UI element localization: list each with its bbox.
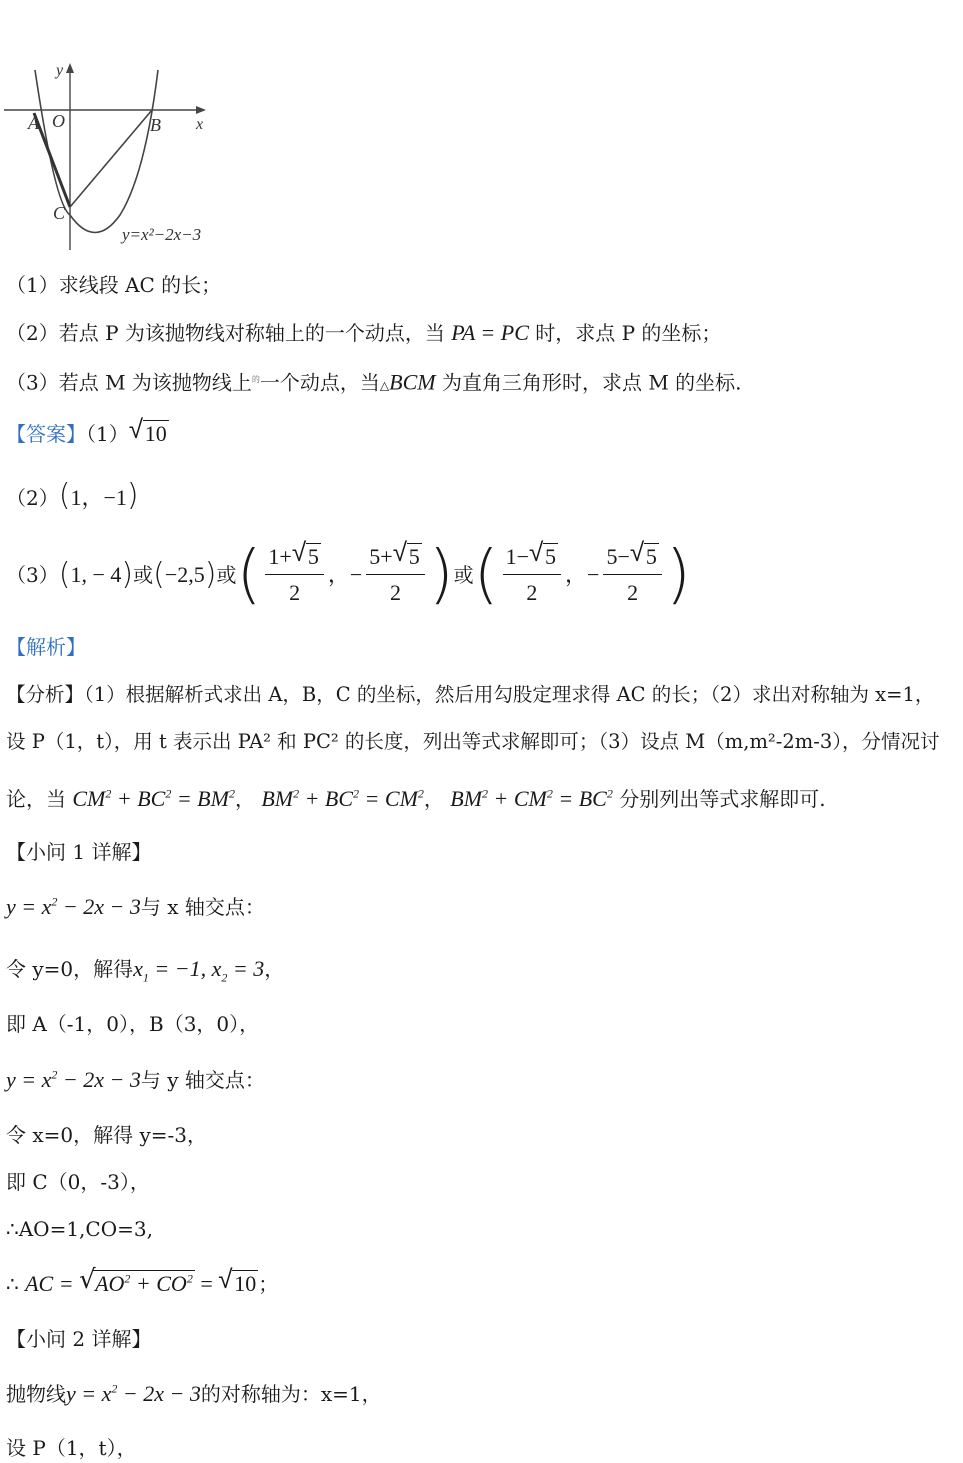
y-axis-arrow-icon [66, 63, 74, 73]
ac-result: √ 10 [218, 1270, 258, 1298]
question-2-pre: （2）若点 P 为该抛物线对称轴上的一个动点，当 [6, 321, 452, 345]
sub1-line-4-post: 与 y 轴交点： [140, 1068, 265, 1092]
comma-icon: ，− [565, 562, 600, 587]
paren-open-icon: ( [153, 557, 165, 592]
parabola-expression: $y = x^2 - 2x - 3$ [6, 894, 141, 919]
paren-close-icon: ) [665, 538, 691, 612]
question-3-post: 为直角三角形时，求点 M 的坐标. [435, 370, 742, 395]
answer-3-frac-4: $\frac{5-√ 5}{2}$ [603, 543, 661, 607]
analysis-line-3-post: 分别列出等式求解即可. [619, 787, 826, 811]
sub1-line-3: 即 A（-1，0），B（3，0）， [6, 1012, 260, 1036]
sub1-tag: 【小问 1 详解】 [6, 840, 152, 864]
answer-3-or-3: 或 [453, 563, 474, 587]
analysis-line-2: 设 P（1，t），用 t 表示出 PA² 和 PC² 的长度，列出等式求解即可；（3）设点 M（m,m²-2m-3），分情况讨 [6, 730, 940, 753]
y-axis-label: y [56, 62, 64, 79]
question-3-mark: 的 [251, 375, 260, 384]
paren-open-icon: ( [58, 478, 71, 513]
answer-3-point-2: −2,5 [164, 562, 205, 587]
analysis-line-1: 【分析】（1）根据解析式求出 A，B，C 的坐标，然后用勾股定理求得 AC 的长；（2）求出对称轴为 x=1， [6, 683, 935, 706]
paren-close-icon: ) [204, 557, 217, 592]
answer-1 [6, 420, 169, 448]
sub1-line-2-text: 令 y=0，解得 [6, 957, 134, 981]
sub1-line-2: 令 y=0，解得$x_1 = -1$, $x_2 = 3$， [6, 956, 285, 985]
answer-3-or-2: 或 [216, 563, 237, 587]
sub1-line-5: 令 x=0，解得 y=-3， [6, 1123, 208, 1147]
question-2-equation: PA = PC [451, 320, 529, 345]
sub1-line-8: ∴ AC = √ $AO^2 + CO^2$ = √ 10 ； [6, 1270, 278, 1298]
parabola-equation: y=x²−2x−3 [122, 225, 202, 244]
comma-icon: ，− [327, 562, 363, 587]
answer-3-label: （3） [6, 563, 59, 587]
answer-2 [6, 478, 139, 513]
sub2-line-1-pre: 抛物线 [6, 1382, 66, 1406]
answer-1-label: （1） [86, 422, 129, 446]
pythagoras-case-1: $CM^2 + BC^2 = BM^2$ [72, 786, 235, 811]
paren-open-icon: ( [236, 538, 262, 612]
answer-1-value: 10 [144, 421, 167, 446]
triangle-icon: △ [379, 378, 390, 393]
answer-3 [6, 540, 691, 610]
answer-3-frac-1: $\frac{1+√ 5}{2}$ [265, 543, 323, 607]
parabola-expression: $y = x^2 - 2x - 3$ [6, 1067, 141, 1092]
paren-close-icon: ) [126, 478, 139, 513]
answer-3-frac-3: $\frac{1-√ 5}{2}$ [503, 543, 561, 607]
point-c-label: C [53, 203, 66, 223]
pythagoras-case-3: $BM^2 + CM^2 = BC^2$ [450, 786, 613, 811]
sub2-line-2: 设 P（1，t）， [6, 1436, 137, 1460]
sub2-tag: 【小问 2 详解】 [6, 1327, 152, 1351]
analysis-line-3-pre: 论，当 [6, 787, 66, 811]
answer-3-frac-2: $\frac{5+√ 5}{2}$ [366, 543, 424, 607]
x-axis-label: x [196, 116, 204, 133]
question-3-triangle: BCM [389, 369, 436, 395]
ac-expression: AC = [25, 1271, 80, 1296]
question-1: （1）求线段 AC 的长； [6, 273, 222, 297]
point-a-label: A [28, 113, 39, 133]
parabola-expression: $y = x^2 - 2x - 3$ [66, 1381, 201, 1406]
paren-open-icon: ( [58, 557, 71, 592]
paren-close-icon: ) [121, 557, 134, 592]
sub2-line-1-post: 的对称轴为：x=1， [200, 1382, 382, 1406]
answer-2-label: （2） [6, 486, 59, 510]
therefore-icon: ∴ [6, 1272, 26, 1296]
x-axis-arrow-icon [196, 106, 206, 114]
sub1-line-1 [6, 893, 265, 921]
answer-3-point-1: 1, − 4 [70, 562, 122, 587]
sub1-line-7: ∴AO=1,CO=3, [6, 1217, 153, 1241]
paren-open-icon: ( [473, 538, 499, 612]
question-2 [6, 319, 721, 347]
question-2-post: 时，求点 P 的坐标； [528, 321, 722, 345]
answer-3-or-1: 或 [133, 563, 154, 587]
sub1-line-6: 即 C（0，-3）， [6, 1170, 150, 1194]
question-3-pre: （3）若点 M 为该抛物线上 [6, 370, 252, 395]
ac-equals: = [194, 1271, 219, 1296]
answer-2-value: 1，−1 [70, 485, 127, 510]
pythagoras-case-2: $BM^2 + BC^2 = CM^2$ [261, 786, 424, 811]
point-b-label: B [150, 115, 161, 135]
sub1-line-4 [6, 1066, 265, 1094]
analysis-line-3: 论，当 $CM^2 + BC^2 = BM^2$， $BM^2 + BC^2 = CM^2$， $BM^2 + CM^2 = BC^2$ 分别列出等式求解即可. [6, 786, 826, 811]
sub1-line-1-post: 与 x 轴交点： [140, 895, 265, 919]
roots-expression: $x_1 = -1$, $x_2 = 3$ [133, 956, 265, 985]
parabola-graph [0, 55, 220, 255]
answer-tag: 【答案】 [6, 422, 86, 446]
analysis-tag: 【解析】 [6, 635, 86, 659]
ac-sqrt: √ $AO^2 + CO^2$ [79, 1270, 195, 1298]
question-3-mid: 一个动点，当 [259, 370, 380, 395]
point-o-label: O [52, 111, 65, 131]
paren-close-icon: ) [428, 538, 454, 612]
sub2-line-1 [6, 1380, 382, 1408]
answer-1-sqrt [129, 420, 169, 448]
question-3 [6, 366, 742, 400]
segment-cb [70, 110, 152, 207]
